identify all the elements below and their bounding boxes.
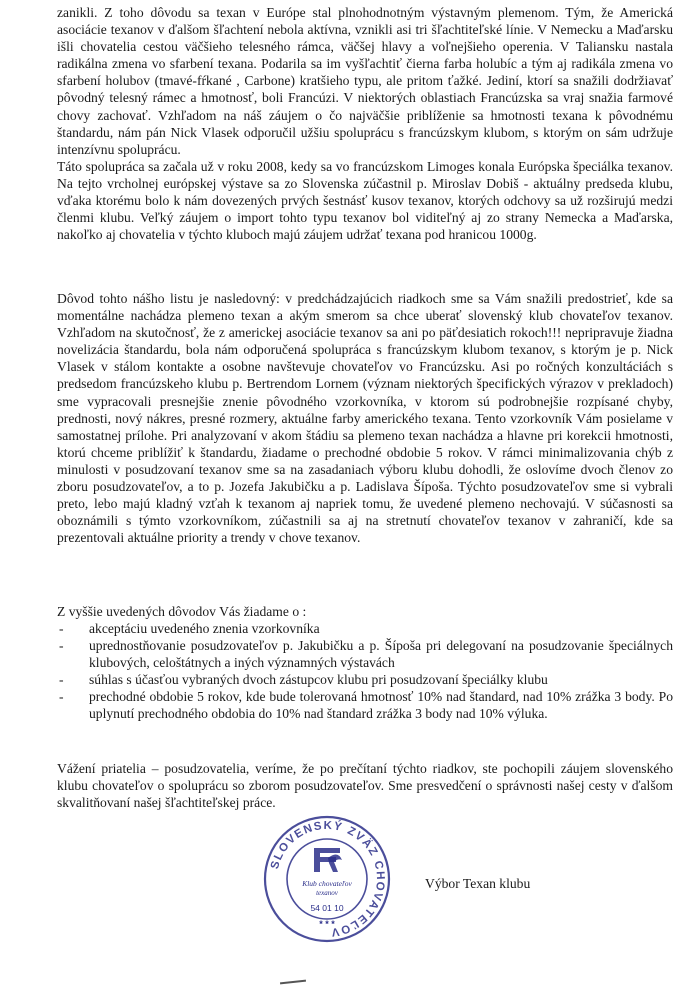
list-item-text: akceptáciu uvedeného znenia vzorkovníka <box>89 621 320 636</box>
list-marker: - <box>59 621 64 636</box>
club-logo-icon <box>314 848 342 872</box>
list-marker: - <box>59 672 64 688</box>
list-item <box>57 688 673 722</box>
list-item-text: prechodné obdobie 5 rokov, kde bude tolerovaná hmotnosť 10% nad štandard, nad 10% zrážka 3 body. Po uplynutí prechodného obdobia do 10% nad štandard zrážka 3 body nad 10% výluka. <box>89 689 673 722</box>
list-item-text: uprednostňovanie posudzovateľov p. Jakubičku a p. Šípoša pri delegovaní na posudzovanie špeciálnych klubových, celoštátnych a iných významných výstavách <box>89 638 673 671</box>
list-marker: - <box>59 689 64 705</box>
closing-paragraph: Vážení priatelia – posudzovatelia, veríme, že po prečítaní týchto riadkov, ste pochopili záujem slovenského klubu chovateľov o spoluprácu so zborom posudzovateľov. Sme presvedčení o správnosti našej cesty v ďalšom skvalitňovaní našej šľachtiteľskej práce. <box>57 761 673 811</box>
stamp-ring-text: SLOVENSKÝ ZVÄZ CHOVATEĽOV <box>269 819 387 939</box>
stamp-center-line-1: Klub chovateľov <box>302 879 352 888</box>
stamp-number: 54 01 10 <box>310 903 344 913</box>
paragraph-history: zanikli. Z toho dôvodu sa texan v Európe stal plnohodnotným výstavným plemenom. Tým, že Americká asociácie texanov v ďalšom šľachtení nebola aktívna, vznikli asi tri šľachtiteľské línie. V Nemecku a Maďarsku išli chovatelia cestou väčšieho telesného rámca, väčšej hlavy a voľnejšieho operenia. V Taliansku nastala radikálna zmena vo sfarbení texana. Podarila sa im vyšľachtiť čierna farba holubíc a tým aj radikála zmena vo sfarbení holubov (tmavé-fŕkané , Carbone) kratšieho typu, ale pritom ťažké. Jediní, ktorí sa snažili dodržiavať pôvodný telesný rámec a hmotnosť, boli Francúzi. V niektorých oblastiach Francúzska sa vraj snažia farmové chovy zachovať. Vzhľadom na náš záujem o čo najväčšie priblíženie sa hmotnosti texana k pôvodnému štandardu, nám pán Nick Vlasek odporučil užšiu spoluprácu s francúzskym klubom, s ktorým on sám udržuje intenzívnu spoluprácu. Táto spolupráca sa začala už v roku 2008, kedy sa vo francúzskom Limoges konala Európska špeciálka texanov. Na tejto vrcholnej európskej výstave sa zo Slovenska zúčastnil p. Miroslav Dobiš - aktuálny predseda klubu, vďaka ktorému bolo k nám dovezených prvých šestnásť kusov texanov, ktorých odchovy sa už rozširujú medzi členmi klubu. Veľký záujem o import tohto typu texanov bol viditeľný aj zo strany Nemecka a Maďarska, nakoľko aj chovatelia v týchto kluboch majú záujem udržať texana pod hranicou 1000g. <box>57 5 673 243</box>
request-list <box>57 620 673 723</box>
stamp-center-line-2: texanov <box>316 889 338 897</box>
paragraph-reason: Dôvod tohto nášho listu je nasledovný: v predchádzajúcich riadkoch sme sa Vám snažili predostrieť, kde sa momentálne nachádza plemeno texan a akým smerom sa chce uberať slovenský klub chovateľov texanov. Vzhľadom na skutočnosť, že z americkej asociácie texanov sa ani po päťdesiatich rokoch!!! nepripravuje žiadna novelizácia štandardu, bola nám odporučená spolupráca s francúzskym klubom texanov, s ktorým je p. Nick Vlasek v stálom kontakte a osobne navštevuje chovateľov vo Francúzsku. Asi po ročných konzultáciách s predsedom francúzskeho klubu p. Bertrendom Lornem (význam niektorých špecifických výrazov v prekladoch) sme vypracovali presnejšie znenie pôvodného vzorkovníka, v ktorom sú podrobnejšie rozpísané chyby, prednosti, nový nákres, presné rozmery, aktuálne farby amerického texana. Tento vzorkovník Vám posielame v samostatnej prílohe. Pri analyzovaní v akom štádiu sa plemeno texan nachádza a hlavne pri korekcii hmotnosti, ktorú chceme priblížiť k štandardu, žiadame o prechodné obdobie 5 rokov. V rámci minimalizovania chýb z minulosti v posudzovaní texanov sme sa na zasadaniach výboru klubu dohodli, že oslovíme dvoch členov zo zboru posudzovateľov, a to p. Jozefa Jakubičku a p. Ladislava Šípoša. Týchto posudzovateľov sme si vybrali preto, lebo majú kladný vzťah k texanom aj napriek tomu, že uvedené plemeno nechovajú. V súčasnosti sa oboznámili s týmto vzorkovníkom, zúčastnili sa aj na stretnutí chovateľov texanov v zahraničí, kde sa prezentovali aktuálne priority a trendy v chove texanov. <box>57 291 673 546</box>
list-item-text: súhlas s účasťou vybraných dvoch zástupcov klubu pri posudzovaní špeciálky klubu <box>89 672 548 688</box>
club-stamp <box>262 814 392 944</box>
list-item <box>57 637 673 671</box>
signature-line: Výbor Texan klubu <box>425 876 531 891</box>
stamp-stars: * * * <box>319 919 335 929</box>
list-item <box>57 620 673 637</box>
scan-mark <box>280 980 306 985</box>
list-marker: - <box>59 638 64 654</box>
list-item <box>57 671 673 688</box>
request-intro: Z vyššie uvedených dôvodov Vás žiadame o : <box>57 604 307 619</box>
